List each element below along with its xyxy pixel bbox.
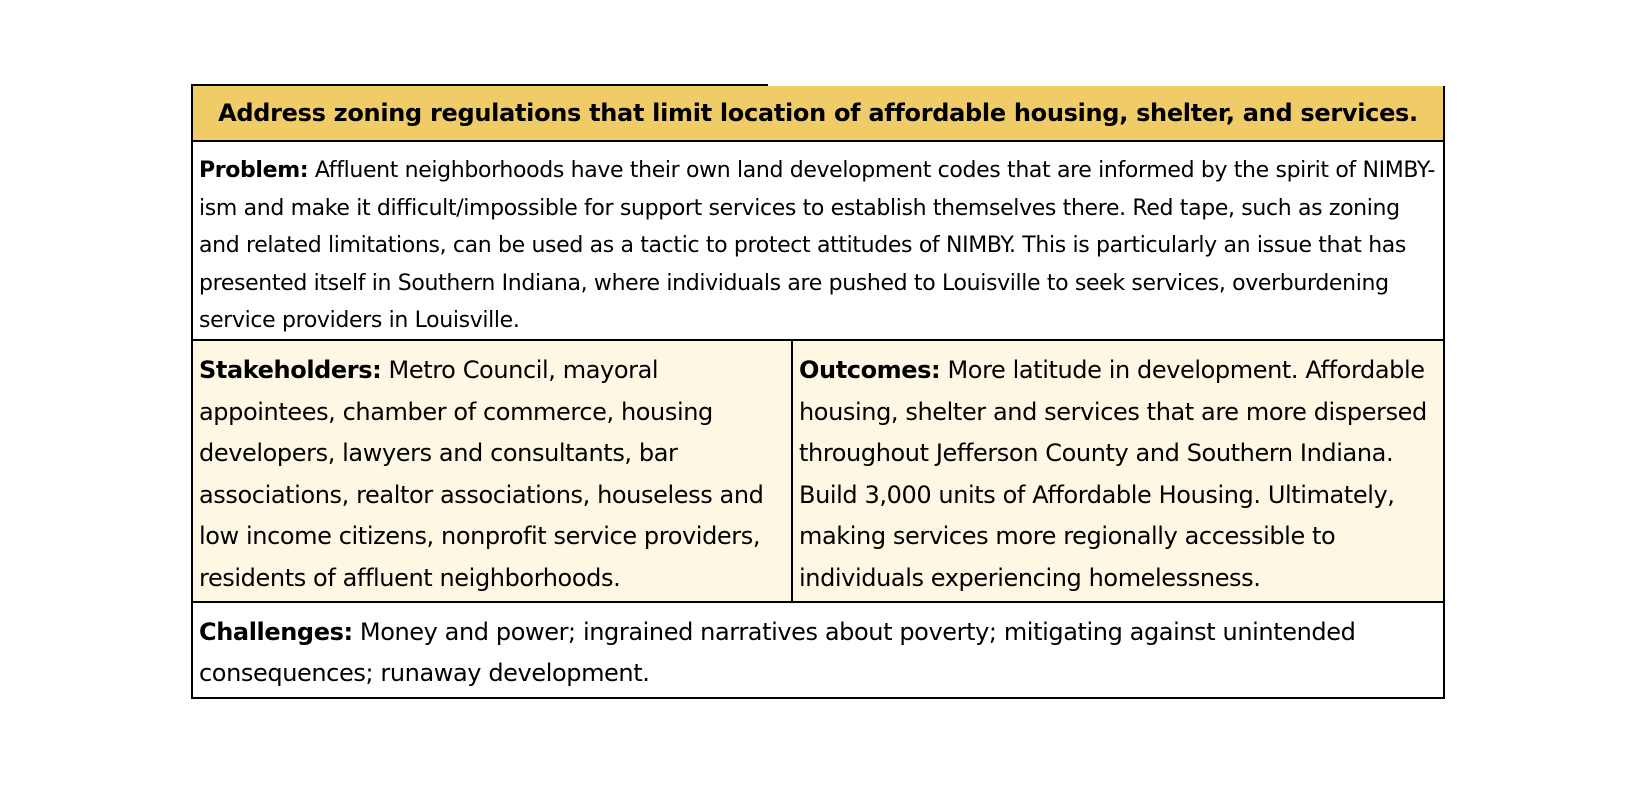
stakeholders-outcomes-row — [193, 341, 1443, 603]
problem-label: Problem: — [199, 158, 309, 183]
challenges-section — [193, 603, 1443, 697]
policy-table — [191, 84, 1445, 699]
outcomes-text: More latitude in development. Affordable housing, shelter and services that are more dispersed throughout Jefferson County and Southern Indiana. Build 3,000 units of Affordable Housing. Ultimately, making services more regionally accessible to individuals experiencing homelessness. — [799, 356, 1427, 592]
challenges-label: Challenges: — [199, 618, 353, 646]
stakeholders-text: Metro Council, mayoral appointees, chamber of commerce, housing developers, lawyers and consultants, bar associations, realtor associations, houseless and low income citizens, nonprofit service providers, residents of affluent neighborhoods. — [199, 356, 764, 592]
table-header — [193, 86, 1443, 142]
table-title: Address zoning regulations that limit location of affordable housing, shelter, and services. — [218, 99, 1418, 127]
problem-text: Affluent neighborhoods have their own land development codes that are informed by the spirit of NIMBY-ism and make it difficult/impossible for support services to establish themselves there. Red tape, such as zoning and related limitations, can be used as a tactic to protect attitudes of NIMBY. This is particularly an issue that has presented itself in Southern Indiana, where individuals are pushed to Louisville to seek services, overburdening service providers in Louisville. — [199, 158, 1435, 333]
outcomes-label: Outcomes: — [799, 356, 941, 384]
challenges-text: Money and power; ingrained narratives about poverty; mitigating against unintended consequences; runaway development. — [199, 618, 1356, 687]
outcomes-section — [793, 341, 1443, 601]
problem-section — [193, 142, 1443, 341]
stakeholders-label: Stakeholders: — [199, 356, 382, 384]
stakeholders-section — [193, 341, 793, 601]
header-top-gap — [768, 84, 1445, 86]
